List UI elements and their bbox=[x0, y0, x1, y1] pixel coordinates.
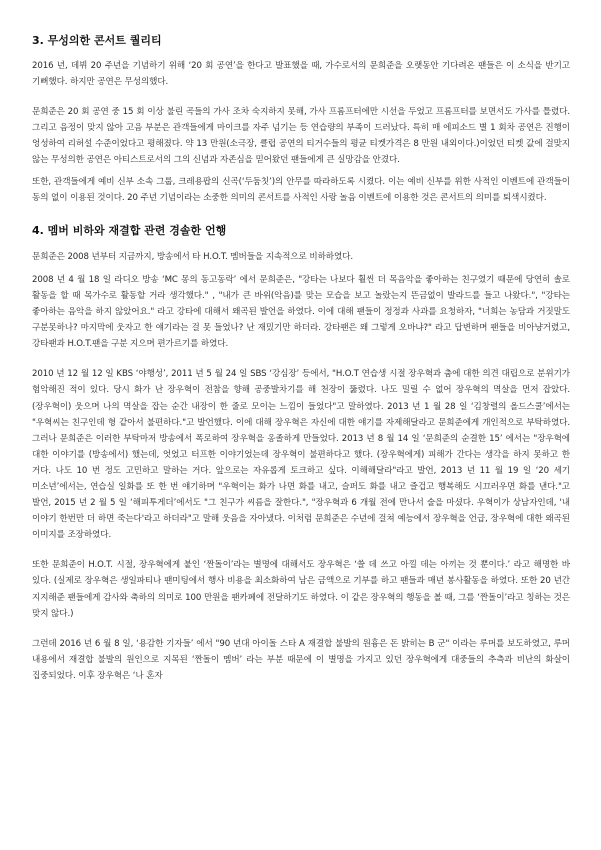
section-3-heading: 3. 무성의한 콘서트 퀄리티 bbox=[32, 34, 162, 47]
section-4 bbox=[32, 224, 570, 684]
document-page bbox=[32, 34, 570, 691]
section-3-paragraph: 문희준은 20 회 공연 중 15 회 이상 불린 곡들의 가사 조차 숙지하지 못해, 가사 프롬프터에만 시선을 두었고 프롬프터를 보면서도 가사를 틀렸다. 그리고 음정이 맞지 않아 고음 부분은 관객들에게 마이크를 자주 넘기는 등 연습량의 부족이 드러났다. 특히 매 에피소드 별 1 회차 공연은 진행이 엉성하여 리허설 수준이었다고 평해졌다. 약 13 만원(소극장, 클럽 공연의 티거수들의 평균 티켓가격은 8 만원 내외이다.)이었던 티켓 값에 걸맞지 않는 무성의한 공연은 아티스트로서의 그의 신념과 자존심을 믿어왔던 팬들에게 큰 실망감을 안겼다. bbox=[32, 107, 570, 166]
section-3-paragraph: 2016 년, 데뷔 20 주년을 기념하기 위해 ‘20 회 공연’을 한다고 발표했을 때, 가수로서의 문희준을 오랫동안 기다려온 팬들은 이 소식을 반기고 기뻐했다. 하지만 공연은 무성의했다. bbox=[32, 61, 570, 88]
section-3 bbox=[32, 34, 570, 206]
section-4-paragraph: 2010 년 12 월 12 일 KBS ‘야행성’, 2011 년 5 월 24 일 SBS ‘강심장’ 등에서, "H.O.T 연습생 시절 장우혁과 춤에 대한 의견 대립으로 분위기가 험악해진 적이 있다. 당시 화가 난 장우혁이 전참을 향해 공중발차기를 해 천장이 뚫렸다. 나도 밀릴 수 없어 장우혁의 멱살을 먼저 잡았다. (장우혁이) 웃으며 나의 멱살을 잡는 순간 내장이 한 줄로 모이는 느낌이 들었다"고 말하였다. 2013 년 1 월 28 일 ‘김창렬의 올드스쿨’에서는 "우혁씨는 친구인데 형 같아서 불편하다."고 발언했다. 이에 대해 장우혁은 자신에 대한 얘기를 자제해달라고 문희준에게 개인적으로 부탁하였다. 그러나 문희준은 이러한 부탁마저 방송에서 폭로하여 장우혁을 옹졸하게 만들었다. 2013 년 8 월 14 일 ‘문희준의 순결한 15’ 에서는 "장우혁에 대한 이야기를 (방송에서) 했는데, 엇었고 터프한 이야기었는데 장우혁이 불편하다고 했다. (장우혁에게) 피해가 간다는 생각을 하지 못하고 한 거다. 나도 10 번 정도 고민하고 말하는 거다. 앞으로는 자유롭게 토크하고 싶다. 이해해달라"라고 발언, 2013 년 11 월 19 일 ‘20 세기 미소년’에서는, 연습실 일화를 또 한 번 얘기하며 "우혁이는 화가 나면 화를 내고, 슬퍼도 화를 내고 즐겁고 행복해도 시끄러우면 화를 낸다."고 발언, 2015 년 2 월 5 일 ‘해피투게더’에서도 "그 친구가 씨름을 잘한다.", "장우혁과 6 개월 전에 만나서 술을 마셨다. 우혁이가 상남자인데, '내 이야기 한번만 더 하면 죽는다'라고 하더라"고 말해 웃음을 자아냈다. 이처럼 문희준은 수년에 걸쳐 예능에서 장우혁을 언급, 장우혁에 대한 왜곡된 이미지를 조장하였다. bbox=[32, 369, 570, 541]
section-4-paragraph: 문희준은 2008 년부터 지금까지, 방송에서 타 H.O.T. 멤버들을 지속적으로 비하하였다. bbox=[32, 251, 354, 262]
section-4-paragraph: 2008 년 4 월 18 일 라디오 방송 ‘MC 몽의 동고동락’ 에서 문희준은, "강타는 나보다 훨씬 더 목음악을 좋아하는 친구였기 때문에 당연히 솔로 활동을 할 때 목가수로 활동할 거라 생각했다." , "내가 큰 바위(악음)를 맞는 모습을 보고 놀랐는지 뜬금없이 발라드를 들고 나왔다.", "강타는 좋아하는 음악을 하지 않았어요." 라고 강타에 대해서 왜곡된 발언을 하였다. 이에 대해 팬들이 정정과 사과를 요청하자, "너희는 농담과 거짓말도 구분못하나? 마지막에 웃자고 한 얘기라는 걸 못 들었나? 난 재밌기만 하더라. 강타팬은 왜 그렇게 오바냐?" 라고 답변하며 팬들을 비아냥거렸고, 강타팬과 H.O.T.팬을 구분 지으며 편가르기를 하였다. bbox=[32, 274, 570, 350]
section-4-paragraph: 그런데 2016 년 6 월 8 일, ‘용감한 기자들’ 에서 "90 년대 아이돌 스타 A 재결합 불발의 원흉은 돈 밝히는 B 군" 이라는 루머를 보도하였고, 루머 내용에서 재결합 불발의 원인으로 지목된 ‘짠돌이 멤버’ 라는 부분 때문에 이 별명을 가지고 있던 장우혁에게 대중들의 추측과 비난의 화살이 집중되었다. 이후 장우혁은 ‘나 혼자 bbox=[32, 638, 570, 681]
section-4-paragraph: 또한 문희준이 H.O.T. 시절, 장우혁에게 붙인 ‘짠돌이’라는 별명에 대해서도 장우혁은 ‘쓸 데 쓰고 아낄 데는 아끼는 것 뿐이다.’ 라고 해명한 바 있다. (실제로 장우혁은 생일파티나 팬미팅에서 행사 비용을 최소화하여 남은 금액으로 기부를 하고 팬들과 매년 봉사활동을 하였다. 또한 20 년간 지지해준 팬들에게 감사와 축하의 의미로 100 만원을 팬카페에 전달하기도 하였다. 이 같은 장우혁의 행동을 볼 때, 그를 ‘짠돌이’라고 칭하는 것은 맞지 않다.) bbox=[32, 560, 570, 619]
section-4-heading: 4. 멤버 비하와 재결합 관련 경솔한 언행 bbox=[32, 223, 227, 237]
section-3-paragraph: 또한, 관객들에게 예비 신부 소속 그룹, 크레용팝의 신곡(‘두둠칫’)의 안무를 따라하도록 시켰다. 이는 예비 신부를 위한 사적인 이벤트에 관객들이 동의 없이 이용된 것이다. 20 주년 기념이라는 소중한 의미의 콘서트를 사적인 사랑 놀음 이벤트에 이용한 것은 콘서트의 의미를 퇴색시켰다. bbox=[32, 176, 570, 203]
